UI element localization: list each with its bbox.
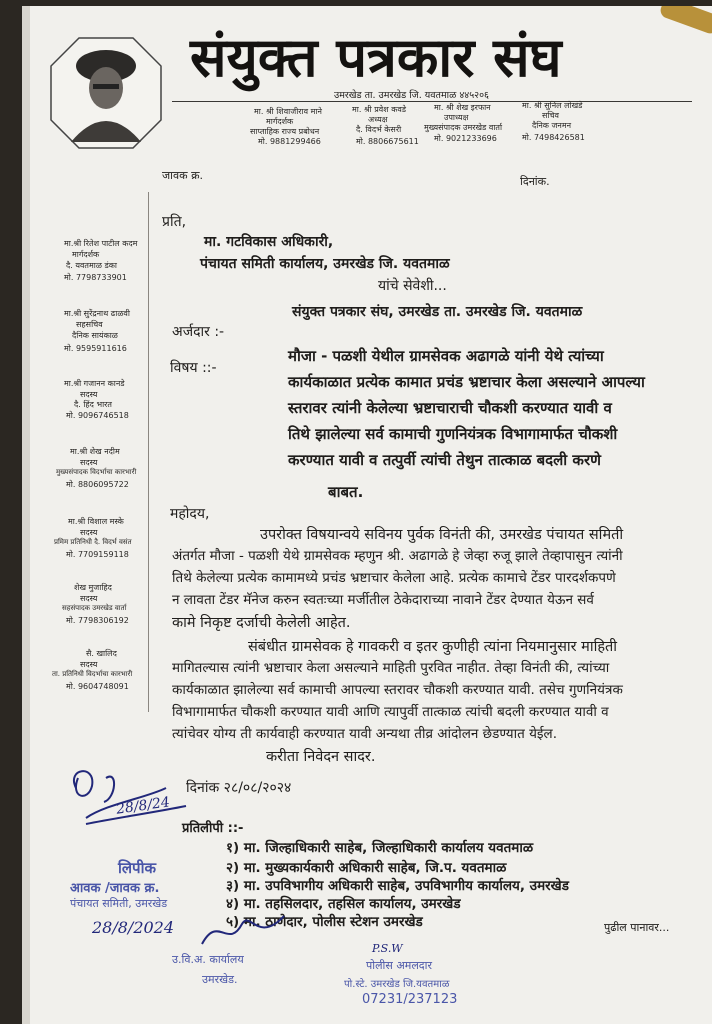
member-org: ता. प्रतिनिधी विदर्भाचा कारभारी <box>52 670 133 678</box>
receipt-signature <box>198 904 288 954</box>
member-role: सदस्य <box>80 594 98 603</box>
official-role: उपाध्यक्ष <box>444 113 469 122</box>
member-org: दैनिक सायंकाळ <box>72 331 118 340</box>
member-phone: मो. 9096746518 <box>66 411 129 420</box>
to-label: प्रति, <box>162 214 187 230</box>
member-role: मार्गदर्शक <box>72 250 100 259</box>
police-signature: P.S.W <box>372 942 403 955</box>
police-stamp-line: पो.स्टे. उमरखेड जि.यवतमाळ <box>344 979 450 990</box>
portrait-emblem <box>49 36 163 150</box>
member-org: मुख्यसंपादक विदर्भाचा कारभारी <box>56 468 137 476</box>
official-role: मार्गदर्शक <box>266 117 294 126</box>
receipt-stamp-line: लिपीक <box>118 859 156 877</box>
body-line: त्यांचेवर योग्य ती कार्यवाही करण्यात यावी अन्यथा तीव्र आंदोलन छेडण्यात येईल. <box>172 726 557 742</box>
copy-item: ४) मा. तहसिलदार, तहसिल कार्यालय, उमरखेड <box>226 896 461 912</box>
subject-line: तिथे झालेल्या सर्व कामाची गुणनियंत्रक विभागामार्फत चौकशी <box>288 425 618 443</box>
organization-address: उमरखेड ता. उमरखेड जि. यवतमाळ ४४५२०६ <box>334 90 489 101</box>
copy-item: ५) मा. ठाणेदार, पोलीस स्टेशन उमरखेड <box>226 914 423 930</box>
binder-clip <box>658 6 712 36</box>
closing-line: करीता निवेदन सादर. <box>266 749 376 765</box>
page-edge <box>22 6 30 1024</box>
receipt-stamp-line: पंचायत समिती, उमरखेड <box>70 897 168 910</box>
member-phone: मो. 9595911616 <box>64 344 127 353</box>
subject-line: बाबत. <box>328 483 364 501</box>
member-name: सै. खालिद <box>86 649 117 658</box>
member-name: शेख मुजाहिद <box>74 583 112 592</box>
member-org: दै. यवतमाळ डंका <box>66 261 117 270</box>
official-name: मा. श्री प्रवेश कवडे <box>352 105 407 114</box>
official-name: मा. श्री सुनिल लोखंडे <box>522 101 583 110</box>
handwritten-date: 28/8/24 <box>115 794 171 818</box>
organization-title: संयुक्त पत्रकार संघ <box>190 26 562 89</box>
salutation: महोदय, <box>170 506 210 522</box>
body-line: तिथे केलेल्या प्रत्येक कामामध्ये प्रचंड भ्रष्टाचार केलेला आहे. प्रत्येक कामाचे टेंडर पारदर्शकपणे <box>172 570 616 586</box>
recipient-line: पंचायत समिती कार्यालय, उमरखेड जि. यवतमाळ <box>200 256 450 272</box>
official-phone: मो. 7498426581 <box>522 133 585 142</box>
official-phone: मो. 8806675611 <box>356 137 419 146</box>
subject-line: मौजा - पळशी येथील ग्रामसेवक अढागळे यांनी येथे त्यांच्या <box>288 347 604 365</box>
member-name: मा.श्री रितेश पाटील कदम <box>64 239 138 248</box>
official-phone: मो. 9881299466 <box>258 137 321 146</box>
official-role: सचिव <box>542 111 560 120</box>
member-org: दै. हिंद भारत <box>74 400 112 409</box>
official-name: मा. श्री शेख इरफान <box>434 103 491 112</box>
continued-note: पुढील पानावर... <box>604 921 670 934</box>
member-org: सहसंपादक उमरखेड वार्ता <box>62 604 127 612</box>
body-line: संबंधीत ग्रामसेवक हे गावकरी व इतर कुणीही त्यांना नियमानुसार माहिती <box>248 639 618 655</box>
body-line: विभागामार्फत चौकशी करण्यात यावी आणि त्यापुर्वी तात्काळ त्यांची बदली करण्यात यावी व <box>172 704 609 720</box>
letter-date: दिनांक २८/०८/२०२४ <box>186 780 292 796</box>
member-org: प्रमिम प्रतिनिधी दै. विदर्भ वसंत <box>54 538 132 546</box>
member-role: सहसचिव <box>76 320 103 329</box>
member-phone: मो. 7798733901 <box>64 273 127 282</box>
office-stamp-line: उमरखेड. <box>202 973 238 986</box>
official-name: मा. श्री शिवाजीराव माने <box>254 107 322 116</box>
subject-line: कार्यकाळात प्रत्येक कामात प्रचंड भ्रष्टाचार केला असल्याने आपल्या <box>288 373 645 391</box>
member-phone: मो. 7709159118 <box>66 550 129 559</box>
applicant-label: अर्जदार :- <box>172 324 225 340</box>
applicant-text: संयुक्त पत्रकार संघ, उमरखेड ता. उमरखेड जि. यवतमाळ <box>292 304 583 320</box>
copy-item: २) मा. मुख्यकार्यकारी अधिकारी साहेब, जि.प. यवतमाळ <box>226 860 507 876</box>
member-phone: मो. 7798306192 <box>66 616 129 625</box>
outward-number-label: जावक क्र. <box>162 169 204 182</box>
body-line: कामे निकृष्ट दर्जाची केलेली आहेत. <box>172 615 351 631</box>
recipient-line: मा. गटविकास अधिकारी, <box>204 234 334 250</box>
copy-item: ३) मा. उपविभागीय अधिकारी साहेब, उपविभागीय कार्यालय, उमरखेड <box>226 878 569 894</box>
subject-line: करण्यात यावी व तत्पुर्वी त्यांची तेथुन तात्काळ बदली करणे <box>288 451 601 469</box>
copy-to-label: प्रतिलीपी ::- <box>182 821 244 836</box>
official-org: मुख्यसंपादक उमरखेड वार्ता <box>424 123 503 132</box>
body-line: कार्यकाळात झालेल्या सर्व कामाची आपल्या स्तरावर चौकशी करण्यात यावी. तसेच गुणनियंत्रक <box>172 682 623 698</box>
official-org: साप्ताहिक राज्य प्रबोधन <box>250 127 320 136</box>
member-role: सदस्य <box>80 458 98 467</box>
subject-line: स्तरावर त्यांनी केलेल्या भ्रष्टाचाराची चौकशी करण्यात यावी व <box>288 399 612 417</box>
member-name: मा.श्री गजानन कानडे <box>64 379 125 388</box>
body-line: उपरोक्त विषयान्वये सविनय पुर्वक विनंती की, उमरखेड पंचायत समिती <box>260 527 624 543</box>
body-line: अंतर्गत मौजा - पळशी येथे ग्रामसेवक म्हणुन श्री. अढागळे हे जेव्हा रुजू झाले तेव्हापासुन त्यांनी <box>172 548 623 564</box>
member-phone: मो. 9604748091 <box>66 682 129 691</box>
copy-item: १) मा. जिल्हाधिकारी साहेब, जिल्हाधिकारी कार्यालय यवतमाळ <box>226 840 534 856</box>
police-stamp-phone: 07231/237123 <box>362 992 458 1007</box>
official-role: अध्यक्ष <box>368 115 388 124</box>
member-name: मा.श्री शेख नदीम <box>70 447 120 456</box>
member-role: सदस्य <box>80 660 98 669</box>
official-org: दै. विदर्भ केसरी <box>356 125 402 134</box>
member-name: मा.श्री सुरेंद्रनाथ ढाळवी <box>64 309 130 318</box>
letter-page <box>22 6 712 1024</box>
date-label: दिनांक. <box>520 175 550 188</box>
body-line: मागितल्यास त्यांनी भ्रष्टाचार केला असल्याने माहिती पुरवित नाहीत. तेव्हा विनंती की, त्यांच्या <box>172 660 610 676</box>
member-name: मा.श्री विशाल मस्के <box>68 517 124 526</box>
body-line: न लावता टेंडर मॅनेज करुन स्वतःच्या मर्जीतील ठेकेदाराच्या नावाने टेंडर देण्यात येऊन सर्व <box>172 592 594 608</box>
member-phone: मो. 8806095722 <box>66 480 129 489</box>
receipt-date: 28/8/2024 <box>92 918 175 937</box>
sidebar-divider <box>148 192 149 712</box>
subject-label: विषय ::- <box>170 360 217 376</box>
official-phone: मो. 9021233696 <box>434 134 497 143</box>
official-org: दैनिक जनमन <box>532 121 572 130</box>
header-rule <box>172 101 692 102</box>
recipient-line: यांचे सेवेशी... <box>378 278 447 294</box>
member-role: सदस्य <box>80 390 98 399</box>
office-stamp-line: उ.वि.अ. कार्यालय <box>172 953 244 966</box>
police-stamp-line: पोलीस अमलदार <box>366 959 432 972</box>
receipt-stamp-line: आवक /जावक क्र. <box>70 881 160 896</box>
member-role: सदस्य <box>80 528 98 537</box>
